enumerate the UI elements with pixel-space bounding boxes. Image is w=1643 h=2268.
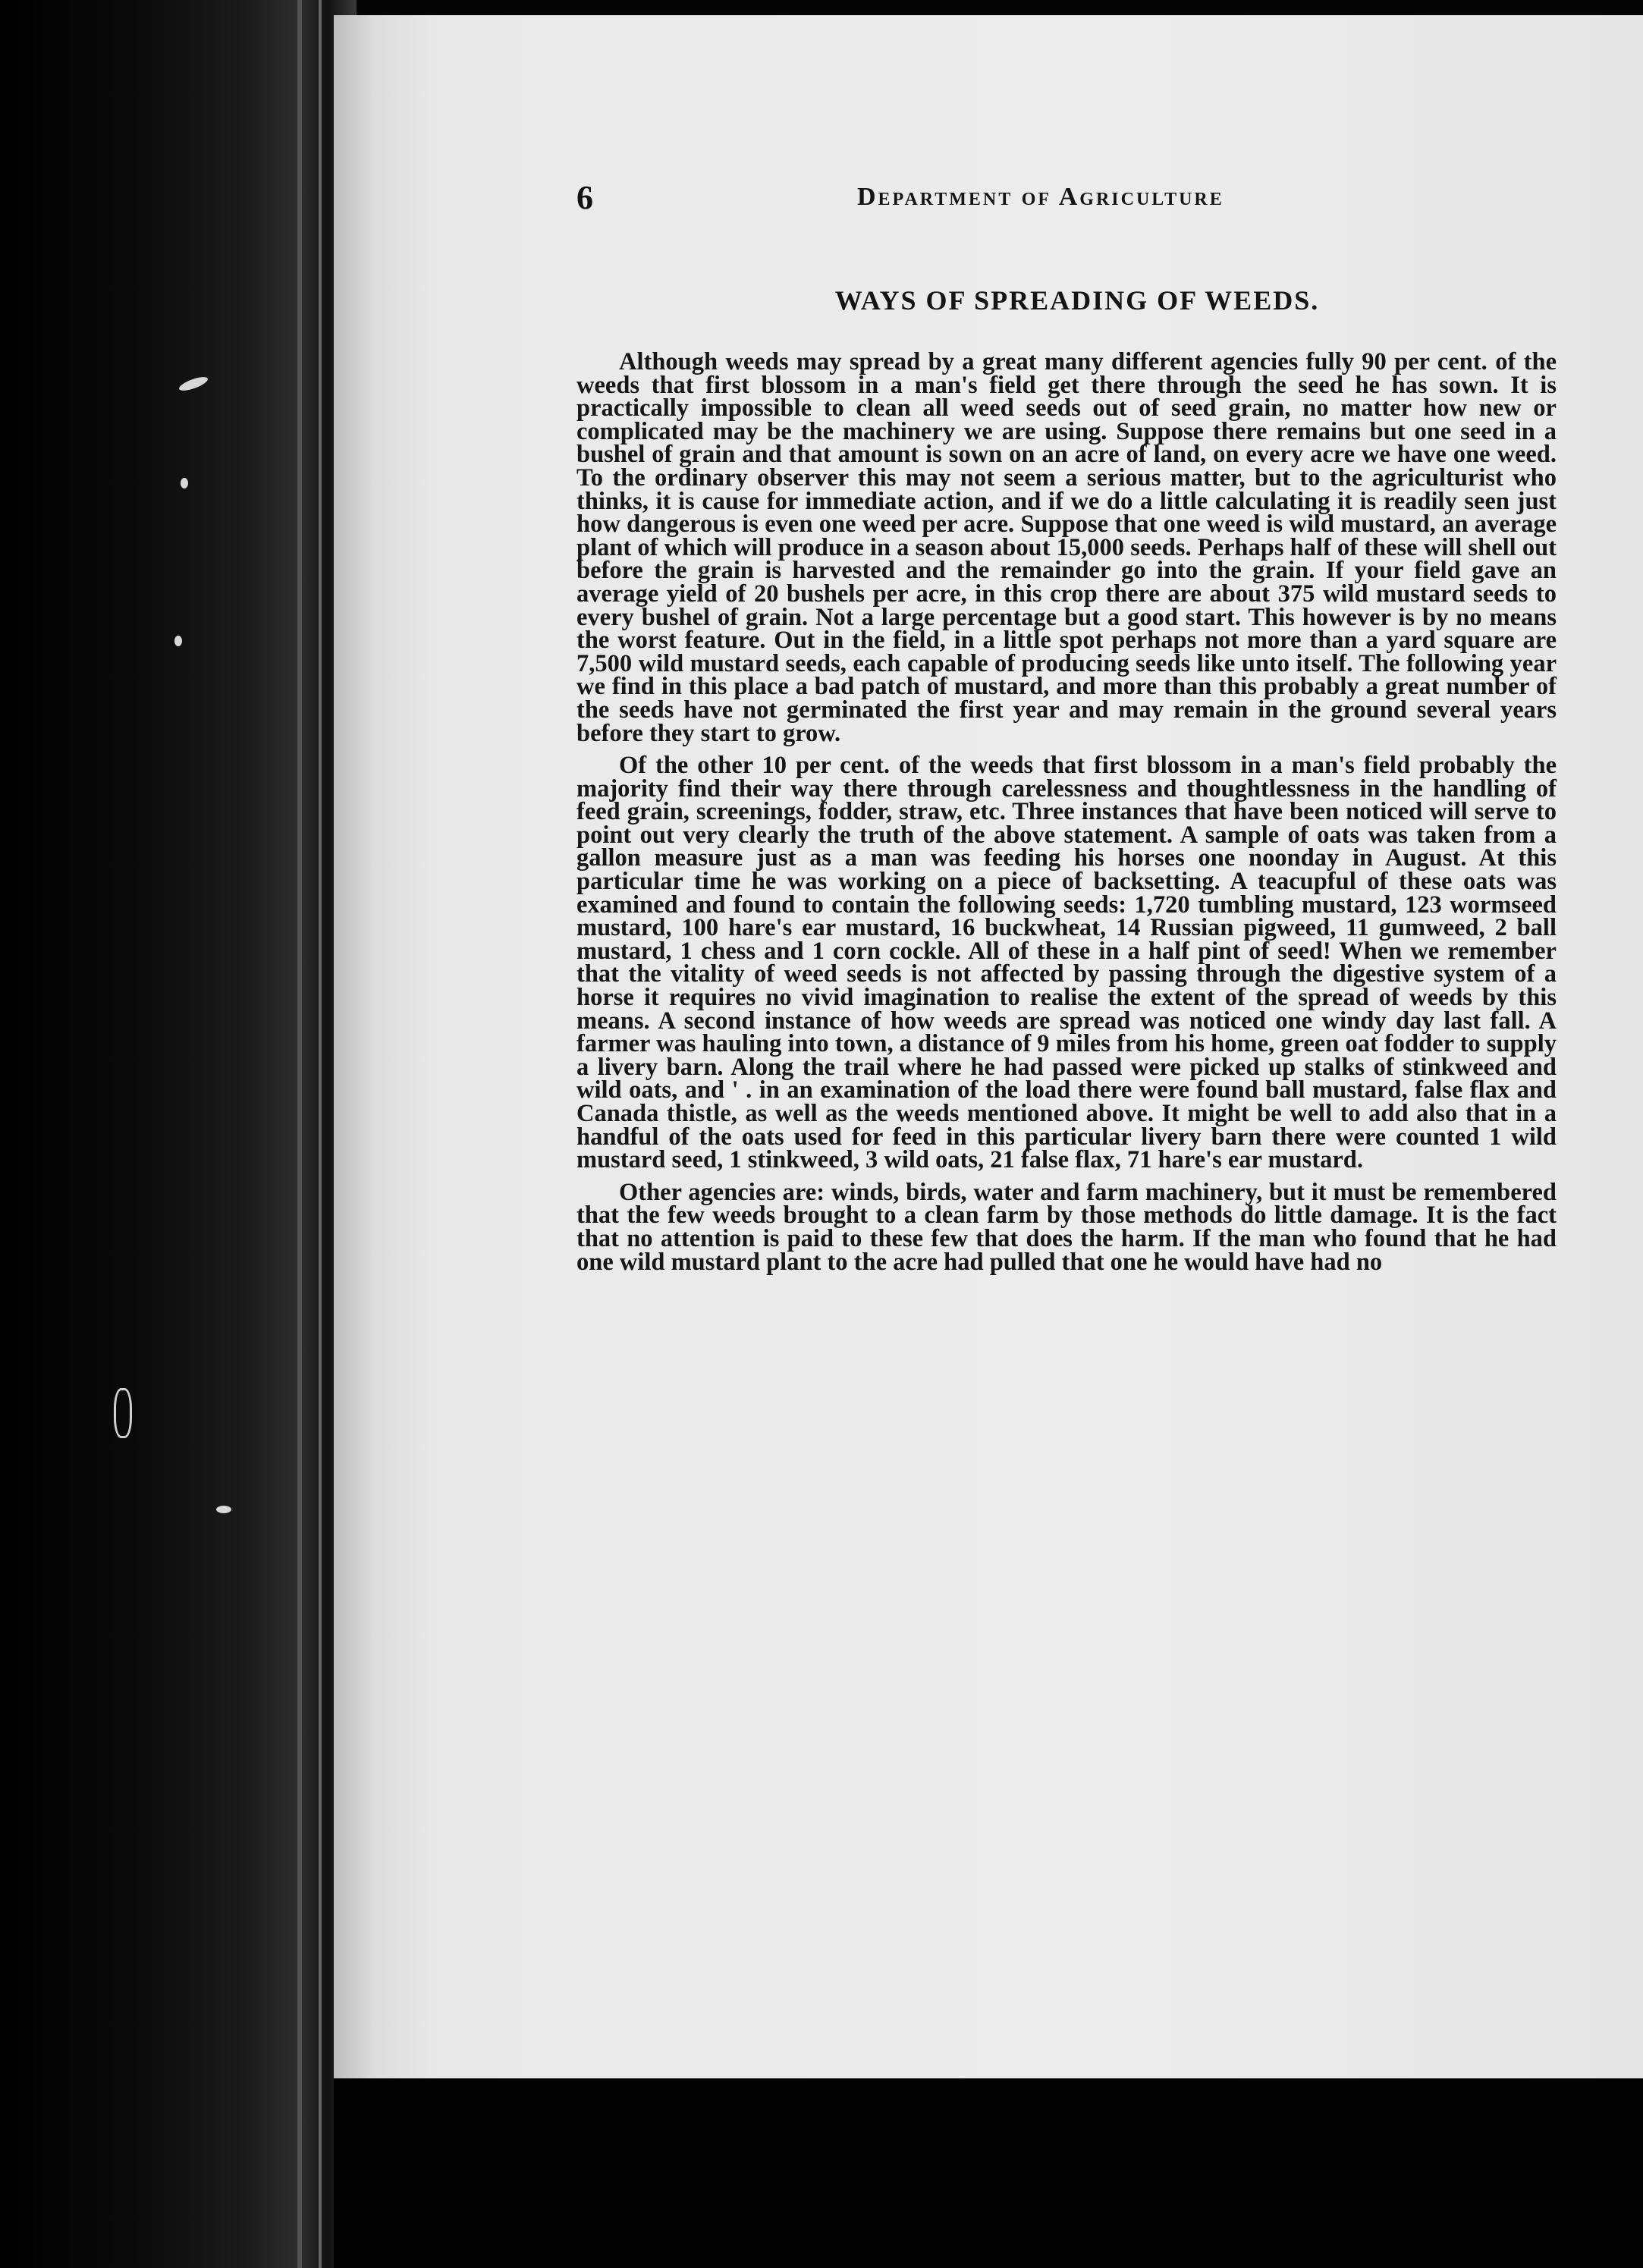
running-head <box>576 178 1472 224</box>
scan-bottom-border <box>334 2078 1643 2268</box>
book-binding-gutter <box>0 0 357 2268</box>
gutter-edge-line <box>319 0 322 2268</box>
scan-speck <box>216 1506 231 1513</box>
section-heading: WAYS OF SPREADING OF WEEDS. <box>834 285 1320 316</box>
scan-speck <box>114 1388 132 1438</box>
running-title: Department of Agriculture <box>857 183 1224 211</box>
gutter-edge-line <box>297 0 302 2268</box>
paragraph: Of the other 10 per cent. of the weeds that first blossom in a man's field probably the majority find their way there through carelessness and thoughtlessness in the handling of feed grain, screenings, fodder, straw, etc. Three instances that have been noticed will serve to point out very clearly the truth of the above statement. A sample of oats was taken from a gallon measure just as a man was feeding his horses one noonday in August. At this particular time he was working on a piece of backsetting. A teacupful of these oats was examined and found to contain the following seeds: 1,720 tumbling mustard, 123 wormseed mustard, 100 hare's ear mustard, 16 buckwheat, 14 Russian pigweed, 11 gumweed, 2 ball mustard, 1 chess and 1 corn cockle. All of these in a half pint of seed! When we remember that the vitality of weed seeds is not affected by passing through the digestive system of a horse it requires no vivid imagination to realise the extent of the spread of weeds by this means. A second instance of how weeds are spread was noticed one windy day last fall. A farmer was hauling into town, a distance of 9 miles from his home, green oat fodder to supply a livery barn. Along the trail where he had passed were picked up stalks of stinkweed and wild oats, and ' . in an examination of the load there were found ball mustard, false flax and Canada thistle, as well as the weeds mentioned above. It might be well to add also that in a handful of the oats used for feed in this particular livery barn there were counted 1 wild mustard seed, 1 stinkweed, 3 wild oats, 21 false flax, 71 hare's ear mustard. <box>576 752 1557 1174</box>
paragraph: Although weeds may spread by a great many different agencies fully 90 per cent. of the weeds that first blossom in a man's field get there through the seed he has sown. It is practically impossible to clean all weed seeds out of seed grain, no matter how new or complicated may be the machinery we are using. Suppose there remains but one seed in a bushel of grain and that amount is sown on an acre of land, on every acre we have one weed. To the ordinary observer this may not seem a serious matter, but to the agriculturist who thinks, it is cause for immediate action, and if we do a little calculating it is readily seen just how dangerous is even one weed per acre. Suppose that one weed is wild mustard, an average plant of which will produce in a season about 15,000 seeds. Perhaps half of these will shell out before the grain is harvested and the remainder go into the grain. If your field gave an average yield of 20 bushels per acre, in this crop there are about 375 wild mustard seeds to every bushel of grain. Not a large percentage but a good start. This however is by no means the worst feature. Out in the field, in a little spot perhaps not more than a yard square are 7,500 wild mustard seeds, each capable of producing seeds like unto itself. The following year we find in this place a bad patch of mustard, and more than this probably a great number of the seeds have not germinated the first year and may remain in the ground several years before they start to grow. <box>576 348 1557 747</box>
scan-speck <box>181 478 188 488</box>
scan-speck <box>174 636 182 646</box>
scan-speck <box>177 375 209 394</box>
article-body <box>576 350 1557 1283</box>
paragraph: Other agencies are: winds, birds, water and farm machinery, but it must be remembered that the few weeds brought to a clean farm by those methods do little damage. It is the fact that no attention is paid to these few that does the harm. If the man who found that he had one wild mustard plant to the acre had pulled that one he would have had no <box>576 1178 1557 1276</box>
page-number: 6 <box>576 179 593 216</box>
